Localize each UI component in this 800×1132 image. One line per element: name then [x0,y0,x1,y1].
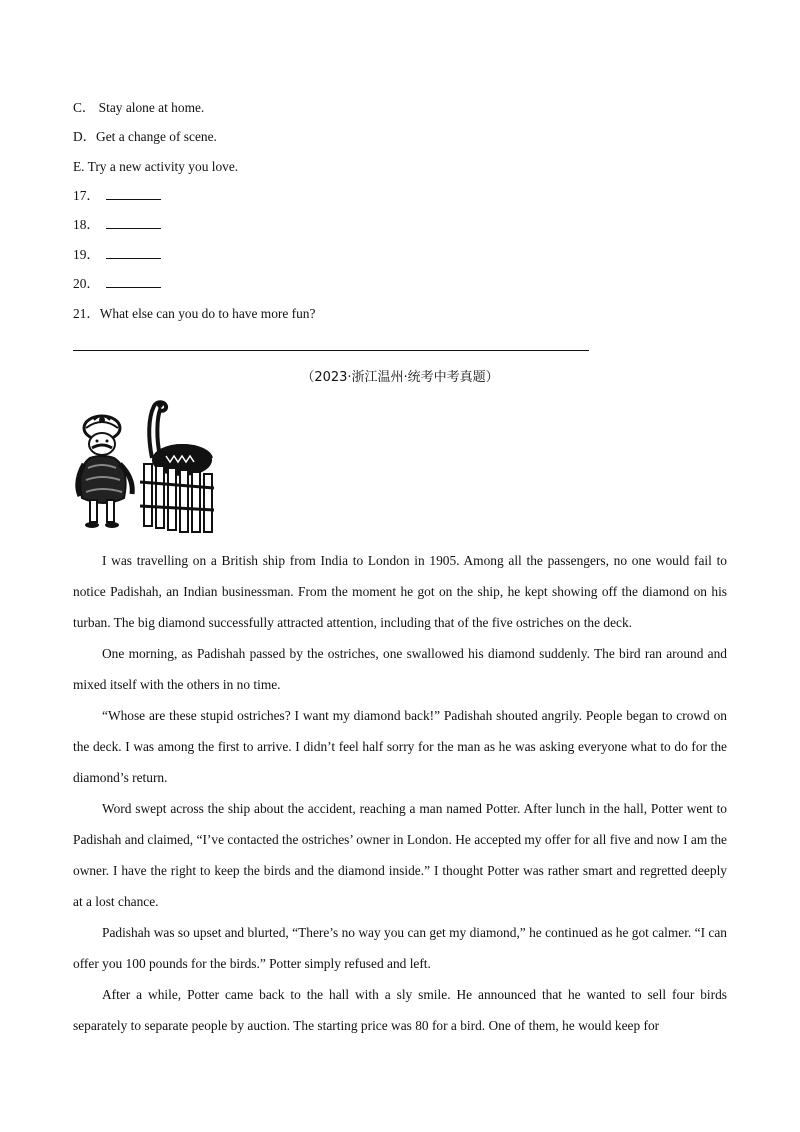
answer-blank[interactable] [106,247,161,259]
question-19 [73,246,161,264]
passage-paragraph: “Whose are these stupid ostriches? I want my diamond back!” Padishah shouted angrily. People began to crowd on the deck. I was among the first to arrive. I didn’t feel half sorry for the man as he was asking everyone what to do for the diamond’s return. [73,708,727,785]
question-20 [73,275,161,293]
answer-blank[interactable] [106,276,161,288]
passage-paragraph: I was travelling on a British ship from India to London in 1905. Among all the passengers, no one would fail to notice Padishah, an Indian businessman. From the moment he got on the ship, he kept showing off the diamond on his turban. The big diamond successfully attracted attention, including that of the five ostriches on the deck. [73,553,727,630]
passage-paragraph: One morning, as Padishah passed by the ostriches, one swallowed his diamond suddenly. The bird ran around and mixed itself with the others in no time. [73,646,727,692]
question-21: 21．What else can you do to have more fun? [73,306,316,321]
passage-paragraph: After a while, Potter came back to the hall with a sly smile. He announced that he wanted to sell four birds separately to separate people by auction. The starting price was 80 for a bird. One of them, he would keep for [73,987,727,1033]
question-number: 17． [73,188,100,203]
option-d: D．Get a change of scene. [73,129,217,144]
source-citation: （2023·浙江温州·统考中考真题） [301,370,499,385]
answer-blank[interactable] [106,217,161,229]
passage-paragraph: Word swept across the ship about the accident, reaching a man named Potter. After lunch in the hall, Potter went to Padishah and claimed, “I’ve contacted the ostriches’ owner in London. He accepted my offer for all five and now I am the owner. I have the right to keep the birds and the diamond inside.” I thought Potter was rather smart and regretted deeply at a lost chance. [73,801,727,909]
question-number: 19． [73,247,100,262]
man-and-ostrich-illustration [74,398,214,536]
question-number: 18． [73,217,100,232]
answer-blank[interactable] [106,188,161,200]
question-number: 20． [73,276,100,291]
reading-passage [73,545,727,1041]
question-17 [73,187,161,205]
passage-paragraph: Padishah was so upset and blurted, “There’s no way you can get my diamond,” he continued as he got calmer. “I can offer you 100 pounds for the birds.” Potter simply refused and left. [73,925,727,971]
option-e: E. Try a new activity you love. [73,159,239,174]
answer-line[interactable] [73,350,589,351]
question-18 [73,216,161,234]
option-c: C． Stay alone at home. [73,100,205,115]
